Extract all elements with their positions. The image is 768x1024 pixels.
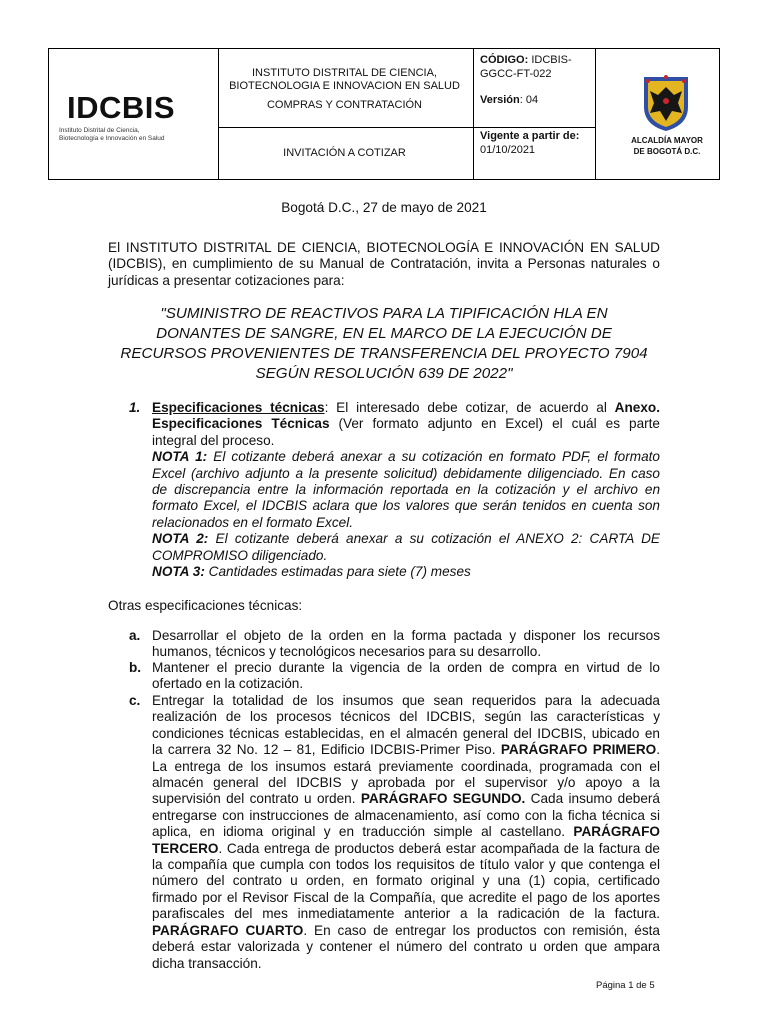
item-line: la compañía que cumpla con todos los requisitos de título valor y que contenga el [152,857,660,873]
nota-text: El cotizante deberá anexar a su cotización en formato PDF, el formato [207,449,660,465]
item-number: 1. [129,400,141,415]
item-line [152,791,660,807]
document-header-table [48,48,720,180]
item-line: dicha transacción. [152,955,262,971]
item-line: ofertado en la cotización. [152,676,304,692]
title-line: SEGÚN RESOLUCIÓN 639 DE 2022" [255,365,513,382]
nota-line: de discrepancia entre la información reportada en la cotización y el archivo en [152,482,660,498]
nota-line: formato Excel, el IDCBIS aclara que los valores que serán tenidos en cuenta son [152,498,660,514]
item-line: condiciones técnicas establecidas, en el almacén general del IDCBIS, ubicado en [152,725,660,741]
paragrafo-label: PARÁGRAFO PRIMERO [500,742,657,758]
date-line: Bogotá D.C., 27 de mayo de 2021 [281,200,487,215]
intro-line: jurídicas a presentar cotizaciones para: [108,272,345,288]
item-line: humanos, técnicos y tecnológicos necesarios para su desarrollo. [152,644,542,660]
institute-name-line: BIOTECNOLOGIA E INNOVACION EN SALUD [229,80,460,92]
page-number: Página 1 de 5 [596,980,655,991]
valid-from-value: 01/10/2021 [480,144,536,156]
alcaldia-label [617,135,717,157]
item-line [152,416,660,432]
item-c [152,693,660,972]
valid-from-label: Vigente a partir de: [480,130,580,142]
paragrafo-label: PARÁGRAFO SEGUNDO. [360,791,526,807]
institute-name [217,67,472,93]
alcaldia-line: ALCALDÍA MAYOR [631,136,703,145]
item-line: La entrega de los insumos estará previamente coordinada, programada con el [152,758,660,774]
alcaldia-line: DE BOGOTÁ D.C. [633,147,701,156]
logo-wordmark: IDCBIS [67,90,176,125]
item-text: : [324,400,329,415]
intro-line: El INSTITUTO DISTRITAL DE CIENCIA, BIOTECNOLOGÍA E INNOVACIÓN EN SALUD [108,240,660,255]
version-label: Versión [480,94,520,106]
item-line: firmado por el Revisor Fiscal de la Compañía, que acredite el pago de los aportes [152,889,660,905]
nota-line: Excel (archivo adjunto a la presente solicitud) debidamente diligenciado. En caso [152,465,660,481]
intro-paragraph [108,240,660,289]
code-label: CÓDIGO: [480,54,529,66]
logo-subtitle-line: Biotecnología e Innovación en Salud [59,134,165,142]
item-text-bold: Anexo. [614,400,660,415]
item-line: número del contrato u orden, en formato original y una (1) copia, certificado [152,873,660,889]
item-letter: b. [129,660,142,675]
valid-from-field [480,129,590,157]
intro-line: (IDCBIS), en cumplimiento de su Manual de Contratación, invita a Personas naturales o [108,256,660,272]
item-line [152,824,660,840]
item-text: El interesado debe cotizar, de acuerdo al [328,400,615,415]
item-text: supervisión del contrato u orden. [152,791,361,807]
logo-subtitle-line: Instituto Distrital de Ciencia, [59,127,140,134]
nota-line: relacionados en el formato Excel. [152,514,353,530]
item-1-technical-specs [152,400,660,580]
item-a [152,628,660,661]
title-line: "SUMINISTRO DE REACTIVOS PARA LA TIPIFICACIÓN HLA EN [160,305,608,322]
nota-label: NOTA 1: [152,449,208,465]
nota-text: El cotizante deberá anexar a su cotización el ANEXO 2: CARTA DE [208,531,660,547]
nota-line: COMPROMISO diligenciado. [152,547,328,563]
item-heading: Especificaciones técnicas [152,400,325,415]
item-letter: c. [129,693,141,708]
item-line: Mantener el precio durante la vigencia de la orden de compra en virtud de lo [152,660,660,675]
other-specs-heading: Otras especificaciones técnicas: [108,598,303,613]
version-field [480,93,590,107]
header-divider [595,49,596,179]
item-line: integral del proceso. [152,432,275,448]
institute-name-line: INSTITUTO DISTRITAL DE CIENCIA, [252,67,437,79]
nota-label: NOTA 3: [152,564,205,580]
item-line: deberá estar valorizada y contener el número del contrato u orden que ampara [152,939,660,955]
code-value: IDCBIS- [531,54,572,66]
item-line [152,742,660,758]
paragrafo-label: PARÁGRAFO [573,824,660,840]
nota-text: Cantidades estimadas para siete (7) meses [204,564,471,580]
title-line: RECURSOS PROVENIENTES DE TRANSFERENCIA DEL PROYECTO 7904 [120,345,648,362]
item-text-bold: Especificaciones Técnicas [152,416,330,432]
process-title [108,304,660,384]
item-line: realización de los procesos técnicos del IDCBIS, según las características y [152,709,660,725]
item-line: almacén general del IDCBIS y aprobada por el supervisor y/o apoyo a la [152,775,660,791]
title-line: DONANTES DE SANGRE, EN EL MARCO DE LA EJECUCIÓN DE [156,325,612,342]
item-text: Cada insumo deberá [525,791,660,807]
item-line [152,841,660,857]
item-line [152,923,660,939]
nota-line [152,564,660,580]
version-value: : 04 [519,94,539,106]
nota-label: NOTA 2: [152,531,209,547]
item-text: (Ver formato adjunto en Excel) el cuál es parte [329,416,660,432]
paragrafo-label: TERCERO [152,840,219,856]
logo-subtitle [59,127,217,142]
item-line: parafiscales del mes inmediatamente anterior a la radicación de la factura. [152,906,660,922]
item-line: Entregar la totalidad de los insumos que sean requeridos para la adecuada [152,693,660,708]
bogota-coat-of-arms-icon [626,73,706,133]
code-value-cont: GGCC-FT-022 [480,68,552,80]
idcbis-logo [57,90,217,142]
header-divider [218,127,595,128]
area-name: COMPRAS Y CONTRATACIÓN [266,99,423,111]
nota-line [152,531,660,547]
item-line: entregarse con instrucciones de almacenamiento, así como con la ficha técnica si [152,807,660,823]
item-b [152,660,660,693]
item-text: la carrera 32 No. 12 – 81, Edificio IDCBIS-Primer Piso. [152,742,501,758]
nota-line [152,449,660,465]
item-text: aplica, en idioma original y en traducción simple al castellano. [152,824,574,840]
item-line: Desarrollar el objeto de la orden en la forma pactada y disponer los recursos [152,628,660,643]
item-text: . Cada entrega de productos deberá estar acompañada de la factura de [218,840,660,856]
item-text: . En caso de entregar los productos con remisión, ésta [303,922,660,938]
item-line [152,400,660,416]
paragrafo-label: PARÁGRAFO CUARTO [152,922,304,938]
item-letter: a. [129,628,141,643]
document-name: INVITACIÓN A COTIZAR [283,147,406,159]
header-divider [473,49,474,179]
item-text: . [656,742,660,758]
code-field [480,53,590,81]
